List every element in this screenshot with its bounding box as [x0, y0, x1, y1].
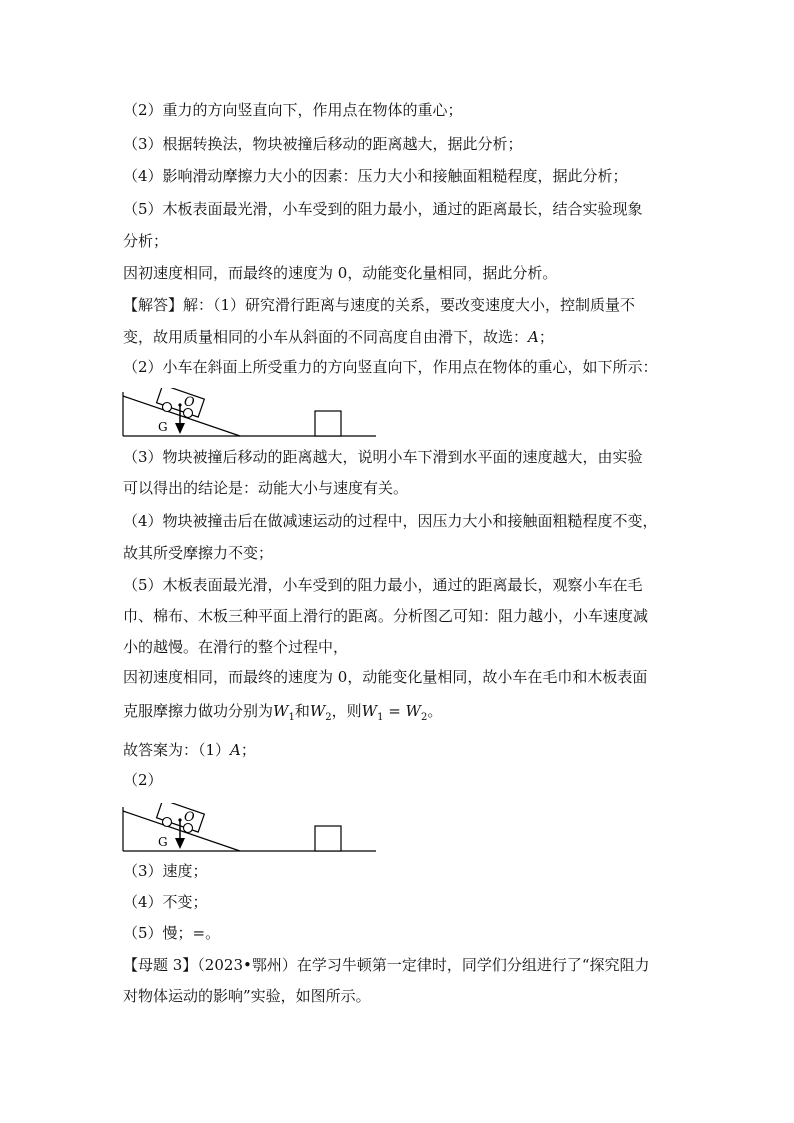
text-line: 克服摩擦力做功分别为$W_1$和$W_2$，则$W_1 = W_2$。 — [123, 702, 443, 723]
text-line: （2）重力的方向竖直向下，作用点在物体的重心； — [123, 101, 463, 119]
incline-diagram — [118, 803, 380, 853]
text-line: （2） — [123, 771, 163, 789]
answer-choice: A — [230, 741, 241, 759]
work-symbol: W — [273, 702, 289, 720]
text-line: 【解答】解：（1）研究滑行距离与速度的关系，要改变速度大小，控制质量不 — [123, 296, 636, 314]
text-line: （3）根据转换法，物块被撞后移动的距离越大，据此分析； — [123, 135, 523, 153]
text-line: （3）物块被撞后移动的距离越大，说明小车下滑到水平面的速度越大，由实验 — [123, 448, 643, 466]
answer-choice: A — [528, 328, 539, 346]
text-line: （5）木板表面最光滑，小车受到的阻力最小，通过的距离最长，结合实验现象 — [123, 200, 643, 218]
work-symbol: W — [405, 702, 421, 720]
text-line: 因初速度相同，而最终的速度为 0，动能变化量相同，故小车在毛巾和木板表面 — [123, 668, 648, 686]
text-line: 故答案为：（1）A； — [123, 741, 256, 759]
text-line: 小的越慢。在滑行的整个过程中， — [123, 638, 349, 656]
text-line: 可以得出的结论是：动能大小与速度有关。 — [123, 479, 409, 497]
cart-wheel — [163, 403, 172, 412]
text-line: 对物体运动的影响”实验，如图所示。 — [123, 987, 371, 1005]
center-label: O — [184, 395, 195, 410]
text-line: （5）木板表面最光滑，小车受到的阻力最小，通过的距离最长，观察小车在毛 — [123, 576, 643, 594]
text-line: 故其所受摩擦力不变； — [123, 544, 274, 562]
text-line: （5）慢；=。 — [123, 924, 221, 942]
text-line: 【母题 3】（2023•鄂州）在学习牛顿第一定律时，同学们分组进行了“探究阻力 — [123, 956, 650, 974]
block — [315, 411, 341, 436]
text-line: 分析； — [123, 232, 169, 250]
center-label: O — [184, 810, 195, 825]
text-line: （2）小车在斜面上所受重力的方向竖直向下，作用点在物体的重心，如下所示： — [123, 358, 658, 376]
text-line: 因初速度相同，而最终的速度为 0，动能变化量相同，据此分析。 — [123, 264, 558, 282]
text-line: 变，故用质量相同的小车从斜面的不同高度自由滑下，故选：A； — [123, 328, 554, 346]
text-line: （4）影响滑动摩擦力大小的因素：压力大小和接触面粗糙程度，据此分析； — [123, 167, 628, 185]
block — [315, 826, 341, 851]
gravity-label: G — [158, 420, 168, 434]
work-symbol: W — [361, 702, 378, 720]
text-line: （3）速度； — [123, 862, 208, 880]
cart-wheel — [163, 818, 172, 827]
work-symbol: W — [309, 702, 326, 720]
incline-diagram — [118, 388, 380, 438]
text-line: 巾、棉布、木板三种平面上滑行的距离。分析图乙可知：阻力越小，小车速度减 — [123, 607, 649, 625]
gravity-label: G — [158, 835, 168, 849]
text-line: （4）物块被撞击后在做减速运动的过程中，因压力大小和接触面粗糙程度不变， — [123, 512, 658, 530]
text-line: （4）不变； — [123, 893, 208, 911]
